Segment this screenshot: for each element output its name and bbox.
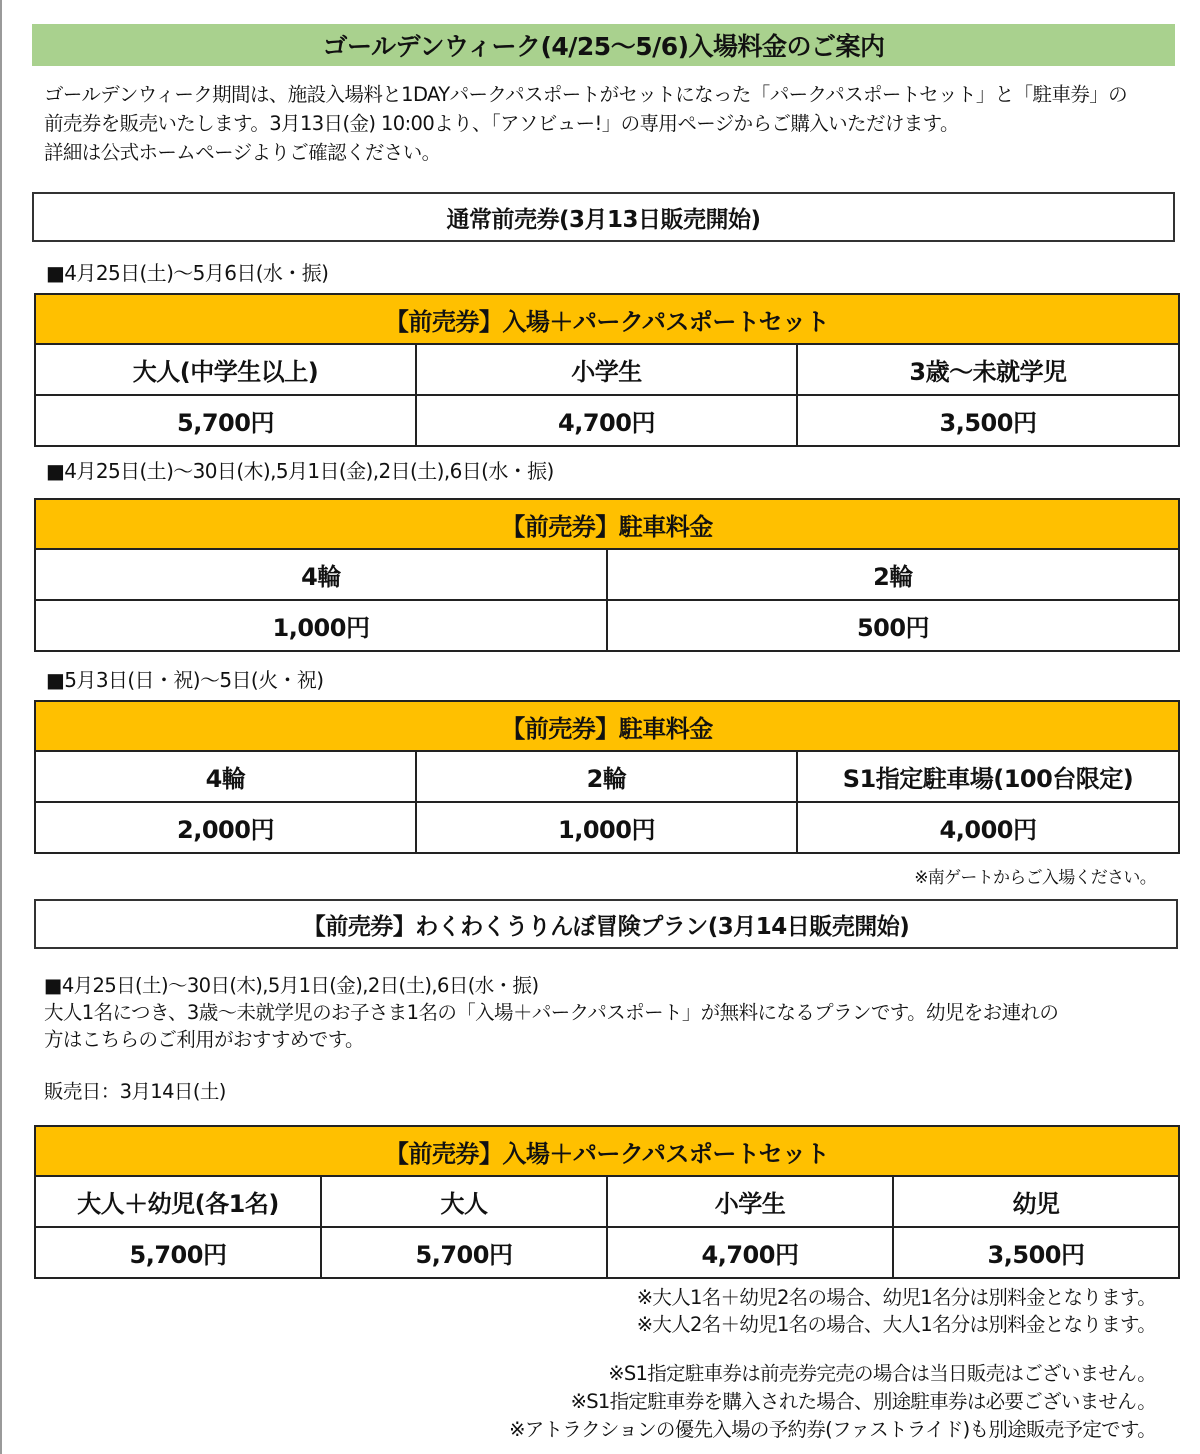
footer-note: ※S1指定駐車券を購入された場合、別途駐車券は必要ございません。 — [570, 1390, 1156, 1413]
plan-description-line: 大人1名につき、3歳～未就学児のお子さま1名の「入場＋パークパスポート」が無料になるプランです。幼児をお連れの — [44, 1001, 1059, 1024]
footer-notes — [509, 1360, 1156, 1444]
price-adult: 5,700円 — [35, 395, 416, 446]
price-preschool: 3,500円 — [797, 395, 1179, 446]
price-2wheel: 500円 — [607, 600, 1179, 651]
south-gate-note: ※南ゲートからご入場ください。 — [914, 868, 1156, 888]
header-2wheel: 2輪 — [607, 549, 1179, 600]
plan-price-table — [34, 1125, 1180, 1279]
table-caption: 【前売券】駐車料金 — [35, 499, 1179, 549]
table-caption: 【前売券】入場＋パークパスポートセット — [35, 294, 1179, 344]
plan-section-title-text: 【前売券】わくわくうりんぼ冒険プラン(3月14日販売開始) — [302, 913, 910, 940]
price-4wheel: 1,000円 — [35, 600, 607, 651]
plan-note: ※大人1名＋幼児2名の場合、幼児1名分は別料金となります。 — [636, 1286, 1156, 1309]
footer-note: ※アトラクションの優先入場の予約券(ファストライド)も別途販売予定です。 — [509, 1418, 1156, 1441]
header-4wheel: 4輪 — [35, 549, 607, 600]
price-4wheel: 2,000円 — [35, 802, 416, 853]
price-elementary: 4,700円 — [607, 1227, 893, 1278]
price-adult-plus-child: 5,700円 — [35, 1227, 321, 1278]
plan-date-range: ■4月25日(土)～30日(木),5月1日(金),2日(土),6日(水・振) — [44, 974, 539, 997]
regular-section-title — [32, 192, 1175, 242]
header-2wheel: 2輪 — [416, 751, 797, 802]
plan-description-line: 方はこちらのご利用がおすすめです。 — [44, 1028, 364, 1051]
header-4wheel: 4輪 — [35, 751, 416, 802]
price-2wheel: 1,000円 — [416, 802, 797, 853]
price-adult: 5,700円 — [321, 1227, 607, 1278]
intro-line: ゴールデンウィーク期間は、施設入場料と1DAYパークパスポートがセットになった「パークパスポートセット」と「駐車券」の — [44, 83, 1128, 106]
parking-a-date-range: ■4月25日(土)～30日(木),5月1日(金),2日(土),6日(水・振) — [46, 459, 554, 483]
plan-notes — [637, 1284, 1156, 1338]
plan-section-title — [34, 899, 1178, 949]
intro-line: 前売券を販売いたします。3月13日(金) 10:00より、「アソビュー!」の専用ページからご購入いただけます。 — [44, 112, 959, 135]
header-adult: 大人(中学生以上) — [35, 344, 416, 395]
parking-b-date-range: ■5月3日(日・祝)～5日(火・祝) — [46, 668, 324, 692]
footer-note: ※S1指定駐車券は前売券完売の場合は当日販売はございません。 — [608, 1362, 1156, 1385]
header-adult-plus-child: 大人＋幼児(各1名) — [35, 1176, 321, 1227]
plan-note: ※大人2名＋幼児1名の場合、大人1名分は別料金となります。 — [636, 1313, 1156, 1336]
ticket-price-table — [34, 293, 1180, 447]
table-caption: 【前売券】駐車料金 — [35, 701, 1179, 751]
ticket-date-range: ■4月25日(土)～5月6日(水・振) — [46, 261, 329, 285]
header-infant: 幼児 — [893, 1176, 1179, 1227]
plan-description — [44, 972, 1058, 1053]
regular-section-title-text: 通常前売券(3月13日販売開始) — [446, 206, 761, 233]
intro-paragraph — [44, 80, 1127, 167]
intro-line: 詳細は公式ホームページよりご確認ください。 — [44, 141, 441, 164]
price-infant: 3,500円 — [893, 1227, 1179, 1278]
plan-sale-date: 販売日：3月14日(土) — [44, 1080, 226, 1103]
table-caption: 【前売券】入場＋パークパスポートセット — [35, 1126, 1179, 1176]
header-s1-parking: S1指定駐車場(100台限定) — [797, 751, 1179, 802]
page-title: ゴールデンウィーク(4/25～5/6)入場料金のご案内 — [322, 32, 885, 61]
header-preschool: 3歳～未就学児 — [797, 344, 1179, 395]
header-elementary: 小学生 — [607, 1176, 893, 1227]
page-title-banner — [32, 24, 1175, 66]
header-adult: 大人 — [321, 1176, 607, 1227]
price-s1-parking: 4,000円 — [797, 802, 1179, 853]
header-elementary: 小学生 — [416, 344, 797, 395]
price-elementary: 4,700円 — [416, 395, 797, 446]
parking-b-price-table — [34, 700, 1180, 854]
parking-a-price-table — [34, 498, 1180, 652]
